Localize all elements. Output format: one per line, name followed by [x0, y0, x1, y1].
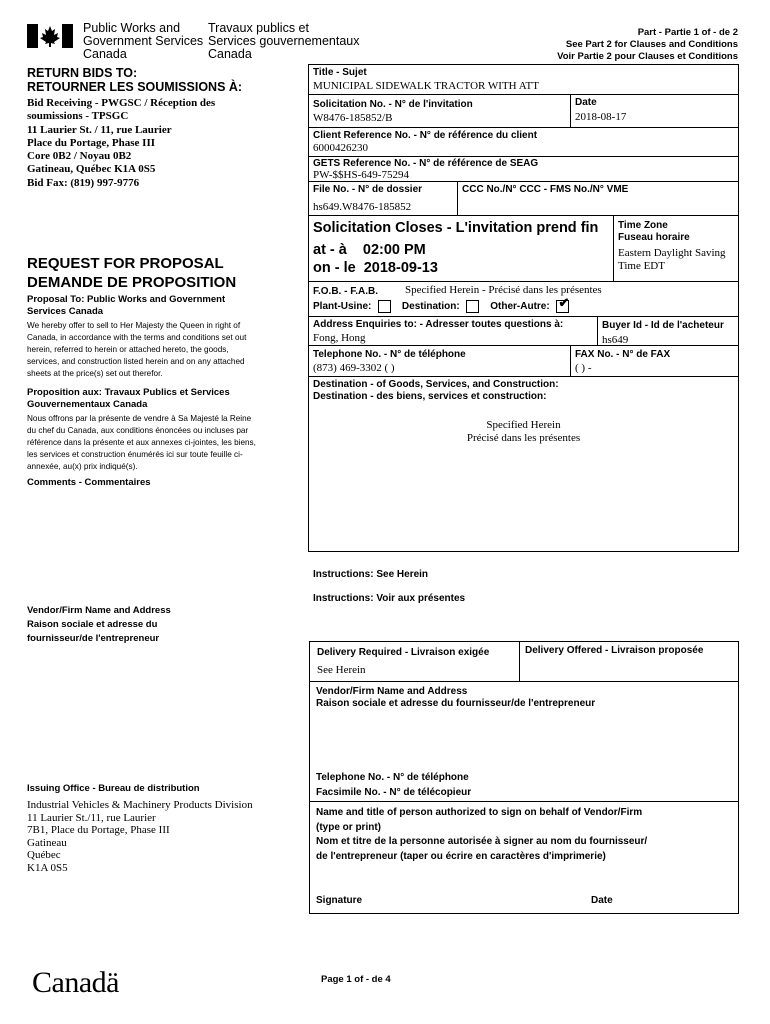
buyer-id-value: hs649 — [602, 334, 629, 346]
ccc-label: CCC No./N° CCC - FMS No./N° VME — [462, 184, 629, 195]
other-autre-checkbox[interactable] — [556, 295, 570, 313]
issuing-line: K1A 0S5 — [27, 861, 68, 874]
canada-wordmark: Canadä — [32, 966, 119, 999]
address-line: Bid Fax: (819) 997-9776 — [27, 176, 140, 189]
plant-usine-label: Plant-Usine: — [313, 301, 372, 313]
destination-label — [313, 379, 559, 403]
tz-value-line: Time EDT — [618, 260, 665, 272]
destination-label-line: Destination - des biens, services et construction: — [313, 391, 547, 402]
closing-date — [313, 260, 438, 276]
vendor-left-line: Raison sociale et adresse du — [27, 619, 158, 630]
title-value: MUNICIPAL SIDEWALK TRACTOR WITH ATT — [313, 80, 539, 92]
other-autre-label: Other-Autre: — [490, 301, 550, 313]
title-label: Title - Sujet — [313, 67, 367, 78]
address-line: Bid Receiving - PWGSC / Réception des — [27, 97, 216, 109]
telephone-label: Telephone No. - N° de téléphone — [313, 349, 466, 360]
proposal-to-en: Proposal To: Public Works and Government Services Canada — [27, 294, 226, 317]
dept-fr-line: Services gouvernementaux — [208, 34, 360, 48]
solicitation-value: W8476-185852/B — [313, 112, 393, 124]
address-enquiries-value: Fong, Hong — [313, 332, 366, 344]
checkmark-icon: ✔ — [558, 295, 570, 310]
canada-flag-logo — [27, 24, 73, 48]
destination-value — [308, 419, 739, 445]
tz-label-line: Fuseau horaire — [618, 232, 690, 243]
issuing-line: Industrial Vehicles & Machinery Products Division — [27, 799, 253, 811]
address-enquiries-label: Address Enquiries to: - Adresser toutes questions à: — [313, 319, 564, 330]
timezone-label — [618, 220, 690, 244]
part-info — [557, 27, 738, 63]
address-line: 11 Laurier St. / 11, rue Laurier — [27, 123, 172, 136]
department-name-en — [83, 22, 203, 61]
address-line: Core 0B2 / Noyau 0B2 — [27, 150, 132, 163]
instructions-en: Instructions: See Herein — [313, 569, 429, 580]
signature-label: Signature — [316, 895, 363, 906]
proposal-to-fr: Proposition aux: Travaux Publics et Services Gouvernementaux Canada — [27, 387, 230, 410]
delivery-required-label: Delivery Required - Livraison exigée — [317, 647, 490, 658]
request-title — [27, 254, 236, 292]
on-label: on - le — [313, 260, 356, 276]
at-label: at - à — [313, 242, 347, 258]
authorized-line: (type or print) — [316, 821, 381, 833]
address-line: soumissions - TPSGC — [27, 110, 129, 123]
issuing-office-label: Issuing Office - Bureau de distribution — [27, 783, 200, 794]
plant-usine-checkbox[interactable] — [378, 300, 391, 313]
address-line: Place du Portage, Phase III — [27, 136, 156, 149]
page-number: Page 1 of - de 4 — [321, 974, 391, 985]
authorized-line: Nom et titre de la personne autorisée à signer au nom du fournisseur/ — [316, 836, 648, 847]
dept-en-line: Canada — [83, 47, 127, 61]
file-label: File No. - N° de dossier — [313, 184, 423, 195]
authorized-person-label — [316, 806, 647, 864]
part-line: Part - Partie 1 of - de 2 — [637, 27, 738, 38]
file-value: hs649.W8476-185852 — [313, 201, 412, 213]
vendor-left-line: Vendor/Firm Name and Address — [27, 605, 171, 616]
issuing-line: Québec — [27, 849, 61, 862]
vendor-telephone-label: Telephone No. - N° de téléphone — [316, 772, 469, 783]
dept-en-line: Government Services — [83, 34, 204, 48]
see-part2-fr: Voir Partie 2 pour Clauses et Conditions — [557, 51, 738, 62]
gets-label: GETS Reference No. - N° de référence de SEAG — [313, 158, 539, 169]
on-value: 2018-09-13 — [363, 260, 438, 276]
gets-value: PW-$$HS-649-75294 — [313, 169, 409, 181]
solicitation-label: Solicitation No. - N° de l'invitation — [313, 99, 473, 110]
issuing-office-address — [27, 799, 253, 875]
return-bids-title — [27, 66, 242, 94]
closes-label: Solicitation Closes - L'invitation prend fin — [313, 220, 599, 236]
fob-options — [313, 295, 573, 313]
department-name-fr — [208, 22, 359, 61]
tz-value-line: Eastern Daylight Saving — [618, 247, 726, 259]
vendor-firm-line: Raison sociale et adresse du fournisseur/de l'entrepreneur — [316, 698, 596, 709]
dept-fr-line: Canada — [208, 47, 252, 61]
date-label: Date — [575, 97, 597, 108]
destination-label-line: Destination - of Goods, Services, and Construction: — [313, 379, 559, 390]
closing-time — [313, 242, 426, 258]
return-bids-title-en: RETURN BIDS TO: — [27, 66, 138, 80]
telephone-value: (873) 469-3302 ( ) — [313, 362, 395, 374]
authorized-line: de l'entrepreneur (taper ou écrire en caractères d'imprimerie) — [316, 850, 606, 862]
request-title-fr: DEMANDE DE PROPOSITION — [27, 274, 237, 291]
fob-label: F.O.B. - F.A.B. — [313, 286, 378, 297]
client-ref-value: 6000426230 — [313, 142, 368, 154]
issuing-line: 11 Laurier St./11, rue Laurier — [27, 811, 156, 824]
see-part2-en: See Part 2 for Clauses and Conditions — [565, 39, 738, 50]
delivery-required-value: See Herein — [317, 664, 366, 676]
offer-fr: Nous offrons par la présente de vendre à Sa Majesté la Reine du chef du Canada, aux conditions énoncées ou incluses par référence dans la présente et aux annexes ci-jointes, les biens, les services et construction énumérés ici sur toute feuille ci-annexée, au(x) prix indiqué(s). — [27, 414, 256, 471]
issuing-line: Gatineau — [27, 836, 67, 849]
vendor-left-line: fournisseur/de l'entrepreneur — [27, 633, 160, 644]
client-ref-label: Client Reference No. - N° de référence du client — [313, 130, 538, 141]
timezone-value — [618, 247, 726, 273]
instructions-fr: Instructions: Voir aux présentes — [313, 593, 466, 604]
issuing-line: 7B1, Place du Portage, Phase III — [27, 824, 170, 837]
vendor-firm-label — [316, 686, 595, 710]
vendor-left-label — [27, 604, 171, 646]
authorized-line: Name and title of person authorized to sign on behalf of Vendor/Firm — [316, 807, 643, 818]
destination-label: Destination: — [401, 301, 460, 313]
vendor-firm-line: Vendor/Firm Name and Address — [316, 686, 468, 697]
vendor-fax-label: Facsimile No. - N° de télécopieur — [316, 787, 472, 798]
destination-checkbox[interactable] — [466, 300, 479, 313]
date-value: 2018-08-17 — [575, 111, 627, 123]
signature-date-label: Date — [591, 895, 613, 906]
destination-value-line: Specified Herein — [486, 419, 561, 431]
offer-en: We hereby offer to sell to Her Majesty the Queen in right of Canada, in accordance with the terms and conditions set out herein, referred to herein or attached hereto, the goods, services, and construction listed herein and on any attached sheets at the price(s) set out therefor. — [27, 321, 247, 378]
dept-en-line: Public Works and — [83, 21, 181, 35]
comments-label: Comments - Commentaires — [27, 477, 151, 488]
dept-fr-line: Travaux publics et — [208, 21, 309, 35]
request-title-en: REQUEST FOR PROPOSAL — [27, 255, 224, 272]
delivery-offered-label: Delivery Offered - Livraison proposée — [525, 645, 704, 656]
return-bids-address — [27, 97, 215, 190]
fob-value: Specified Herein - Précisé dans les présentes — [405, 284, 602, 296]
return-bids-title-fr: RETOURNER LES SOUMISSIONS À: — [27, 80, 243, 94]
fax-label: FAX No. - N° de FAX — [575, 349, 671, 360]
fax-value: ( ) - — [575, 362, 592, 374]
at-value: 02:00 PM — [362, 242, 426, 258]
destination-value-line: Précisé dans les présentes — [466, 432, 581, 444]
address-line: Gatineau, Québec K1A 0S5 — [27, 163, 156, 176]
buyer-id-label: Buyer Id - Id de l'acheteur — [602, 320, 724, 331]
tz-label-line: Time Zone — [618, 220, 668, 231]
